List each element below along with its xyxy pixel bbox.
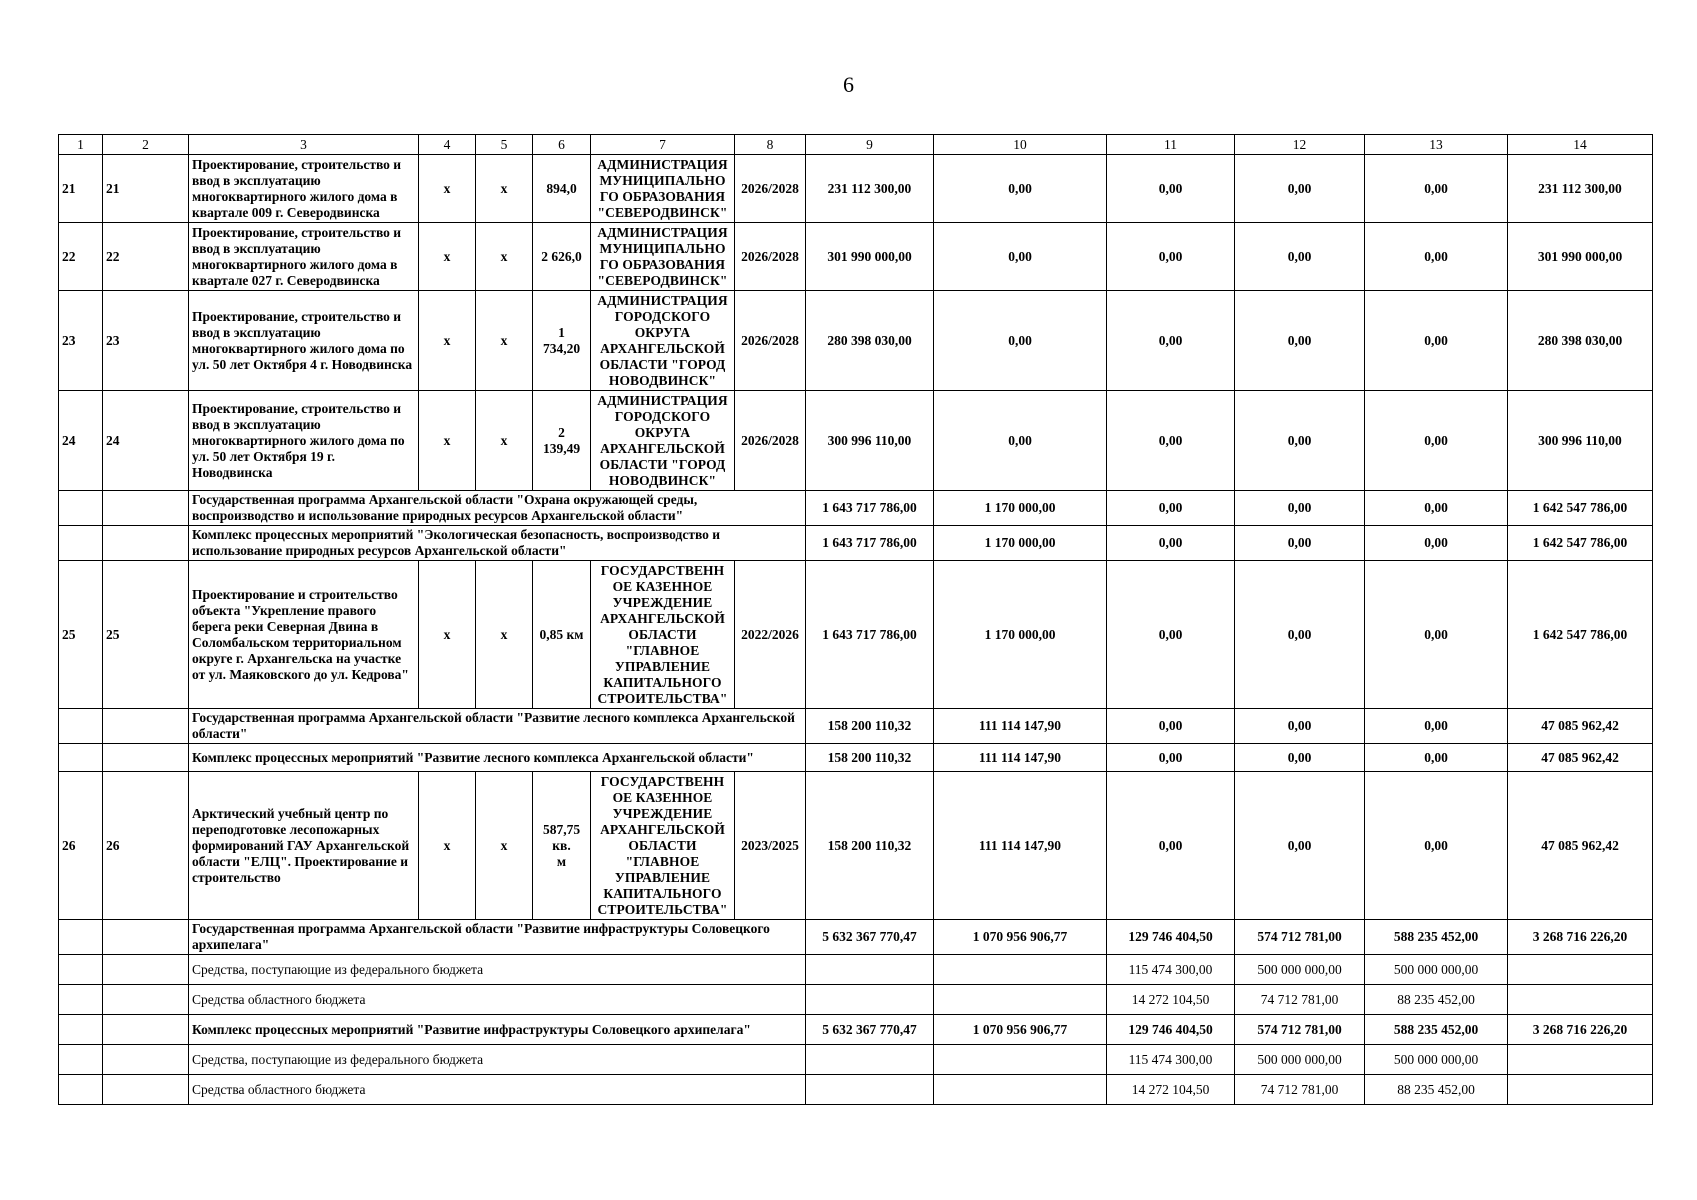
- row-number: 25: [103, 561, 189, 709]
- funding-source-row: [59, 1045, 1653, 1075]
- investment-table: [58, 134, 1653, 1105]
- empty-cell: [59, 1015, 103, 1045]
- amount-c12: 0,00: [1235, 772, 1365, 920]
- amount-c12: 74 712 781,00: [1235, 985, 1365, 1015]
- program-title: Государственная программа Архангельской области "Охрана окружающей среды, воспроизводство и использование природных ресурсов Архангельской области": [189, 491, 806, 526]
- amount-c13: 0,00: [1365, 526, 1508, 561]
- empty-cell: [59, 1075, 103, 1105]
- cell-c4: х: [419, 561, 476, 709]
- row-number: 21: [103, 155, 189, 223]
- amount-c12: 0,00: [1235, 223, 1365, 291]
- complex-title: Комплекс процессных мероприятий "Развитие лесного комплекса Архангельской области": [189, 744, 806, 772]
- empty-cell: [103, 526, 189, 561]
- object-name: Проектирование, строительство и ввод в эксплуатацию многоквартирного жилого дома в квартале 009 г. Северодвинска: [189, 155, 419, 223]
- cell-c5: х: [476, 391, 533, 491]
- period: 2026/2028: [735, 391, 806, 491]
- object-name: Проектирование, строительство и ввод в эксплуатацию многоквартирного жилого дома по ул. 50 лет Октября 19 г. Новодвинска: [189, 391, 419, 491]
- amount-c11: 0,00: [1107, 491, 1235, 526]
- row-number: 24: [103, 391, 189, 491]
- page-number: 6: [843, 72, 854, 97]
- amount-c14: 3 268 716 226,20: [1508, 920, 1653, 955]
- table-row: [59, 291, 1653, 391]
- row-index: 24: [59, 391, 103, 491]
- row-index: 23: [59, 291, 103, 391]
- amount-c10: 1 170 000,00: [934, 491, 1107, 526]
- col-header: 13: [1365, 135, 1508, 155]
- amount-total: 158 200 110,32: [806, 744, 934, 772]
- amount-c12: 74 712 781,00: [1235, 1075, 1365, 1105]
- empty-cell: [59, 744, 103, 772]
- amount-c14: 1 642 547 786,00: [1508, 526, 1653, 561]
- cell-c5: х: [476, 155, 533, 223]
- empty-cell: [806, 955, 934, 985]
- program-row: [59, 920, 1653, 955]
- col-header: 14: [1508, 135, 1653, 155]
- amount-c14: 280 398 030,00: [1508, 291, 1653, 391]
- amount-c13: 588 235 452,00: [1365, 920, 1508, 955]
- col-header: 5: [476, 135, 533, 155]
- cell-c4: х: [419, 291, 476, 391]
- cell-c4: х: [419, 391, 476, 491]
- empty-cell: [1508, 1045, 1653, 1075]
- amount-c10: 1 070 956 906,77: [934, 1015, 1107, 1045]
- empty-cell: [59, 955, 103, 985]
- table-row: [59, 391, 1653, 491]
- col-header: 9: [806, 135, 934, 155]
- empty-cell: [103, 1015, 189, 1045]
- amount-total: 158 200 110,32: [806, 709, 934, 744]
- amount-c11: 0,00: [1107, 391, 1235, 491]
- amount-c12: 0,00: [1235, 561, 1365, 709]
- empty-cell: [1508, 1075, 1653, 1105]
- amount-c13: 0,00: [1365, 291, 1508, 391]
- period: 2026/2028: [735, 155, 806, 223]
- empty-cell: [103, 1075, 189, 1105]
- col-header: 7: [591, 135, 735, 155]
- amount-c10: 0,00: [934, 223, 1107, 291]
- amount-c10: 0,00: [934, 291, 1107, 391]
- customer-org: АДМИНИСТРАЦИЯ МУНИЦИПАЛЬНО ГО ОБРАЗОВАНИЯ "СЕВЕРОДВИНСК": [591, 155, 735, 223]
- amount-c13: 0,00: [1365, 223, 1508, 291]
- col-header: 11: [1107, 135, 1235, 155]
- complex-title: Комплекс процессных мероприятий "Экологическая безопасность, воспроизводство и использование природных ресурсов Архангельской области": [189, 526, 806, 561]
- amount-total: 301 990 000,00: [806, 223, 934, 291]
- amount-c10: 1 170 000,00: [934, 561, 1107, 709]
- empty-cell: [103, 985, 189, 1015]
- amount-c12: 0,00: [1235, 491, 1365, 526]
- amount-c11: 0,00: [1107, 155, 1235, 223]
- customer-org: АДМИНИСТРАЦИЯ ГОРОДСКОГО ОКРУГА АРХАНГЕЛЬСКОЙ ОБЛАСТИ "ГОРОД НОВОДВИНСК": [591, 291, 735, 391]
- amount-c13: 0,00: [1365, 772, 1508, 920]
- funding-source-label: Средства областного бюджета: [189, 985, 806, 1015]
- table-row: [59, 155, 1653, 223]
- program-row: [59, 491, 1653, 526]
- amount-c10: 0,00: [934, 391, 1107, 491]
- empty-cell: [59, 1045, 103, 1075]
- empty-cell: [103, 744, 189, 772]
- empty-cell: [59, 491, 103, 526]
- amount-total: 1 643 717 786,00: [806, 561, 934, 709]
- complex-row: [59, 1015, 1653, 1045]
- amount-c12: 0,00: [1235, 391, 1365, 491]
- amount-total: 5 632 367 770,47: [806, 1015, 934, 1045]
- col-header: 4: [419, 135, 476, 155]
- program-title: Государственная программа Архангельской области "Развитие инфраструктуры Соловецкого архипелага": [189, 920, 806, 955]
- row-number: 26: [103, 772, 189, 920]
- empty-cell: [59, 985, 103, 1015]
- amount-c10: 111 114 147,90: [934, 709, 1107, 744]
- amount-c12: 500 000 000,00: [1235, 955, 1365, 985]
- amount-total: 5 632 367 770,47: [806, 920, 934, 955]
- amount-c14: 231 112 300,00: [1508, 155, 1653, 223]
- amount-c13: 588 235 452,00: [1365, 1015, 1508, 1045]
- amount-c12: 0,00: [1235, 709, 1365, 744]
- amount-c11: 14 272 104,50: [1107, 1075, 1235, 1105]
- col-header: 8: [735, 135, 806, 155]
- amount-c11: 0,00: [1107, 526, 1235, 561]
- empty-cell: [59, 920, 103, 955]
- amount-c11: 129 746 404,50: [1107, 1015, 1235, 1045]
- amount-c12: 574 712 781,00: [1235, 1015, 1365, 1045]
- capacity: 894,0: [533, 155, 591, 223]
- funding-source-row: [59, 1075, 1653, 1105]
- amount-c12: 0,00: [1235, 291, 1365, 391]
- period: 2022/2026: [735, 561, 806, 709]
- amount-c11: 0,00: [1107, 291, 1235, 391]
- customer-org: ГОСУДАРСТВЕНН ОЕ КАЗЕННОЕ УЧРЕЖДЕНИЕ АРХАНГЕЛЬСКОЙ ОБЛАСТИ "ГЛАВНОЕ УПРАВЛЕНИЕ КАПИТАЛЬНОГО СТРОИТЕЛЬСТВА": [591, 561, 735, 709]
- amount-total: 231 112 300,00: [806, 155, 934, 223]
- capacity: 587,75 кв. м: [533, 772, 591, 920]
- cell-c5: х: [476, 291, 533, 391]
- amount-c14: 301 990 000,00: [1508, 223, 1653, 291]
- amount-total: 1 643 717 786,00: [806, 526, 934, 561]
- col-header: 12: [1235, 135, 1365, 155]
- amount-c12: 500 000 000,00: [1235, 1045, 1365, 1075]
- row-number: 23: [103, 291, 189, 391]
- row-index: 21: [59, 155, 103, 223]
- capacity: 1 734,20: [533, 291, 591, 391]
- customer-org: ГОСУДАРСТВЕНН ОЕ КАЗЕННОЕ УЧРЕЖДЕНИЕ АРХАНГЕЛЬСКОЙ ОБЛАСТИ "ГЛАВНОЕ УПРАВЛЕНИЕ КАПИТАЛЬНОГО СТРОИТЕЛЬСТВА": [591, 772, 735, 920]
- cell-c4: х: [419, 772, 476, 920]
- complex-title: Комплекс процессных мероприятий "Развитие инфраструктуры Соловецкого архипелага": [189, 1015, 806, 1045]
- program-title: Государственная программа Архангельской области "Развитие лесного комплекса Архангельской области": [189, 709, 806, 744]
- col-header: 2: [103, 135, 189, 155]
- empty-cell: [806, 1045, 934, 1075]
- amount-c12: 0,00: [1235, 744, 1365, 772]
- cell-c4: х: [419, 155, 476, 223]
- amount-c11: 115 474 300,00: [1107, 1045, 1235, 1075]
- capacity: 2 626,0: [533, 223, 591, 291]
- empty-cell: [103, 491, 189, 526]
- table-row: [59, 772, 1653, 920]
- amount-c12: 0,00: [1235, 155, 1365, 223]
- amount-c10: 0,00: [934, 155, 1107, 223]
- empty-cell: [806, 1075, 934, 1105]
- amount-c13: 0,00: [1365, 491, 1508, 526]
- amount-c12: 0,00: [1235, 526, 1365, 561]
- column-number-row: [59, 135, 1653, 155]
- amount-c13: 88 235 452,00: [1365, 985, 1508, 1015]
- amount-total: 280 398 030,00: [806, 291, 934, 391]
- amount-c10: 1 170 000,00: [934, 526, 1107, 561]
- cell-c4: х: [419, 223, 476, 291]
- col-header: 1: [59, 135, 103, 155]
- amount-c14: 300 996 110,00: [1508, 391, 1653, 491]
- amount-c13: 500 000 000,00: [1365, 1045, 1508, 1075]
- amount-total: 158 200 110,32: [806, 772, 934, 920]
- table-row: [59, 223, 1653, 291]
- cell-c5: х: [476, 223, 533, 291]
- amount-c13: 0,00: [1365, 561, 1508, 709]
- amount-c13: 0,00: [1365, 709, 1508, 744]
- empty-cell: [103, 920, 189, 955]
- empty-cell: [934, 1045, 1107, 1075]
- table-row: [59, 561, 1653, 709]
- customer-org: АДМИНИСТРАЦИЯ ГОРОДСКОГО ОКРУГА АРХАНГЕЛЬСКОЙ ОБЛАСТИ "ГОРОД НОВОДВИНСК": [591, 391, 735, 491]
- object-name: Проектирование, строительство и ввод в эксплуатацию многоквартирного жилого дома в квартале 027 г. Северодвинска: [189, 223, 419, 291]
- amount-c12: 574 712 781,00: [1235, 920, 1365, 955]
- amount-c14: 1 642 547 786,00: [1508, 561, 1653, 709]
- amount-c14: 1 642 547 786,00: [1508, 491, 1653, 526]
- row-index: 22: [59, 223, 103, 291]
- empty-cell: [103, 1045, 189, 1075]
- amount-c10: 1 070 956 906,77: [934, 920, 1107, 955]
- empty-cell: [103, 709, 189, 744]
- col-header: 3: [189, 135, 419, 155]
- cell-c5: х: [476, 561, 533, 709]
- amount-c10: 111 114 147,90: [934, 772, 1107, 920]
- funding-source-label: Средства, поступающие из федерального бюджета: [189, 1045, 806, 1075]
- amount-c14: 47 085 962,42: [1508, 744, 1653, 772]
- amount-c13: 88 235 452,00: [1365, 1075, 1508, 1105]
- amount-c11: 0,00: [1107, 223, 1235, 291]
- object-name: Проектирование, строительство и ввод в эксплуатацию многоквартирного жилого дома по ул. 50 лет Октября 4 г. Новодвинска: [189, 291, 419, 391]
- amount-total: 300 996 110,00: [806, 391, 934, 491]
- amount-c14: 47 085 962,42: [1508, 709, 1653, 744]
- amount-c13: 0,00: [1365, 155, 1508, 223]
- empty-cell: [1508, 985, 1653, 1015]
- empty-cell: [934, 955, 1107, 985]
- funding-source-row: [59, 955, 1653, 985]
- empty-cell: [934, 1075, 1107, 1105]
- funding-source-row: [59, 985, 1653, 1015]
- amount-c14: 3 268 716 226,20: [1508, 1015, 1653, 1045]
- funding-source-label: Средства, поступающие из федерального бюджета: [189, 955, 806, 985]
- amount-total: 1 643 717 786,00: [806, 491, 934, 526]
- complex-row: [59, 526, 1653, 561]
- amount-c14: 47 085 962,42: [1508, 772, 1653, 920]
- amount-c11: 115 474 300,00: [1107, 955, 1235, 985]
- empty-cell: [934, 985, 1107, 1015]
- amount-c11: 0,00: [1107, 744, 1235, 772]
- amount-c11: 0,00: [1107, 772, 1235, 920]
- complex-row: [59, 744, 1653, 772]
- col-header: 6: [533, 135, 591, 155]
- period: 2023/2025: [735, 772, 806, 920]
- capacity: 0,85 км: [533, 561, 591, 709]
- row-number: 22: [103, 223, 189, 291]
- amount-c13: 0,00: [1365, 391, 1508, 491]
- empty-cell: [59, 709, 103, 744]
- empty-cell: [59, 526, 103, 561]
- amount-c13: 0,00: [1365, 744, 1508, 772]
- col-header: 10: [934, 135, 1107, 155]
- object-name: Арктический учебный центр по переподготовке лесопожарных формирований ГАУ Архангельской области "ЕЛЦ". Проектирование и строительство: [189, 772, 419, 920]
- empty-cell: [806, 985, 934, 1015]
- program-row: [59, 709, 1653, 744]
- amount-c13: 500 000 000,00: [1365, 955, 1508, 985]
- row-index: 25: [59, 561, 103, 709]
- cell-c5: х: [476, 772, 533, 920]
- period: 2026/2028: [735, 223, 806, 291]
- amount-c11: 0,00: [1107, 709, 1235, 744]
- period: 2026/2028: [735, 291, 806, 391]
- object-name: Проектирование и строительство объекта "Укрепление правого берега реки Северная Двина в Соломбальском территориальном округе г. Архангельска на участке от ул. Маяковского до ул. Кедрова": [189, 561, 419, 709]
- capacity: 2 139,49: [533, 391, 591, 491]
- customer-org: АДМИНИСТРАЦИЯ МУНИЦИПАЛЬНО ГО ОБРАЗОВАНИЯ "СЕВЕРОДВИНСК": [591, 223, 735, 291]
- amount-c11: 0,00: [1107, 561, 1235, 709]
- amount-c10: 111 114 147,90: [934, 744, 1107, 772]
- row-index: 26: [59, 772, 103, 920]
- empty-cell: [1508, 955, 1653, 985]
- amount-c11: 129 746 404,50: [1107, 920, 1235, 955]
- funding-source-label: Средства областного бюджета: [189, 1075, 806, 1105]
- empty-cell: [103, 955, 189, 985]
- amount-c11: 14 272 104,50: [1107, 985, 1235, 1015]
